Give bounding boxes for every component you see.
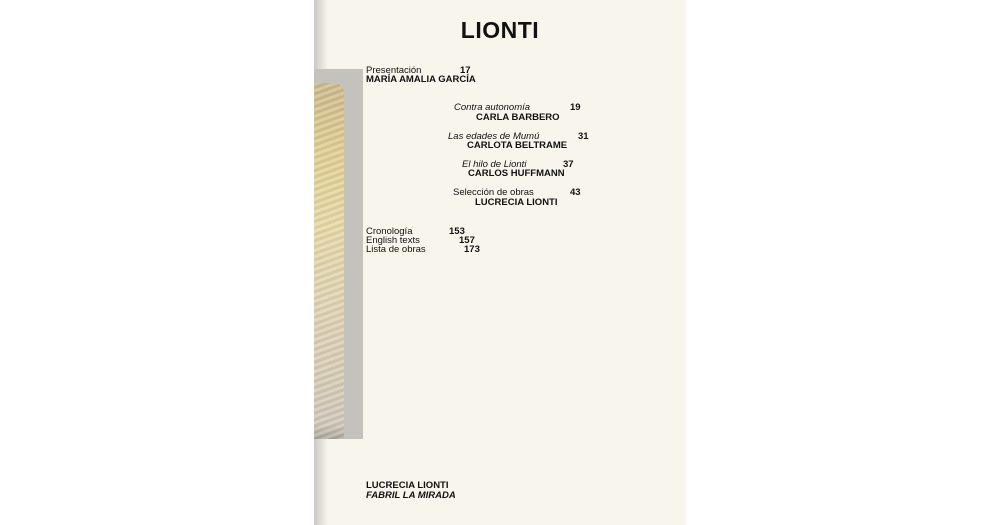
footer-author: LUCRECIA LIONTI [366, 480, 449, 491]
toc-appendix-label: English texts [366, 235, 420, 246]
toc-essay-title: Contra autonomía [454, 102, 531, 113]
toc-essay-author: CARLA BARBERO [476, 112, 560, 123]
toc-intro-author: MARÍA AMALIA GARCÍA [366, 74, 476, 85]
toc-essay-title: Las edades de Mumú [448, 131, 540, 142]
book-title: LIONTI [460, 17, 540, 43]
toc-intro-label: Presentación [366, 65, 422, 76]
toc-intro-page: 17 [460, 65, 471, 76]
book-page [314, 0, 686, 525]
toc-appendix-label: Lista de obras [366, 244, 426, 255]
toc-essay-page: 43 [570, 187, 581, 198]
toc-essay-title: El hilo de Lionti [462, 159, 527, 170]
toc-essay-author: CARLOS HUFFMANN [468, 168, 565, 179]
toc-essay-page: 31 [578, 131, 589, 142]
knitted-textile-artwork [314, 83, 344, 439]
toc-appendix-page: 153 [449, 226, 465, 237]
toc-essay-title: Selección de obras [453, 187, 534, 198]
toc-essay-author: CARLOTA BELTRAME [467, 140, 568, 151]
toc-essay-author: LUCRECIA LIONTI [475, 197, 558, 208]
artwork-image [314, 69, 363, 439]
footer-subtitle: FABRIL LA MIRADA [366, 490, 456, 501]
toc-essay-page: 37 [563, 159, 574, 170]
toc-appendix-page: 173 [464, 244, 480, 255]
toc-appendix-page: 157 [459, 235, 475, 246]
toc-essay-page: 19 [570, 102, 581, 113]
toc-appendix-label: Cronología [366, 226, 413, 237]
